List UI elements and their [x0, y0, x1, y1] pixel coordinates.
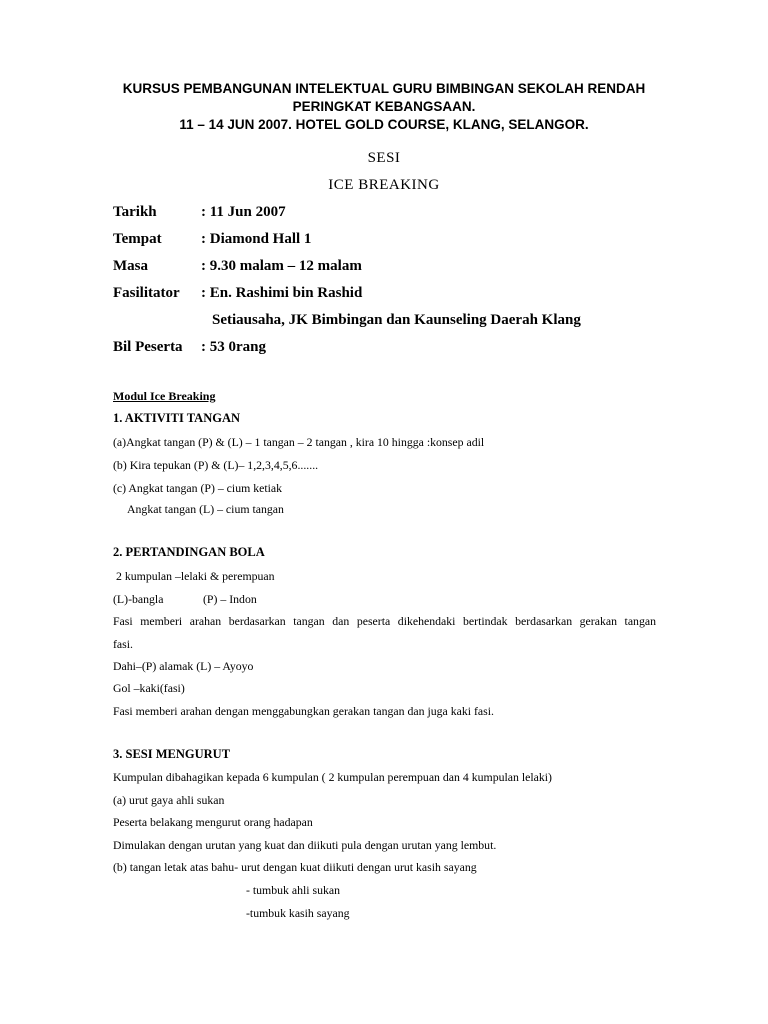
- tarikh-value: : 11 Jun 2007: [201, 204, 286, 220]
- section-3-line-4: Dimulakan dengan urutan yang kuat dan diikuti pula dengan urutan yang lembut.: [113, 838, 497, 852]
- section-3-title: 3. SESI MENGURUT: [113, 747, 231, 761]
- section-3-line-5: (b) tangan letak atas bahu- urut dengan kuat diikuti dengan urut kasih sayang: [113, 860, 477, 874]
- fasilitator-role: Setiausaha, JK Bimbingan dan Kaunseling Daerah Klang: [212, 312, 581, 328]
- section-2-line-3: Fasi memberi arahan berdasarkan tangan dan peserta dikehendaki bertindak berdasarkan gerakan tangan: [113, 614, 656, 628]
- section-2-line-4: fasi.: [113, 637, 133, 651]
- section-2-line-2b: (P) – Indon: [203, 592, 257, 606]
- header-line-2: PERINGKAT KEBANGSAAN.: [292, 99, 476, 114]
- section-1-line-c2: Angkat tangan (L) – cium tangan: [127, 502, 284, 516]
- section-1-title: 1. AKTIVITI TANGAN: [113, 411, 240, 425]
- masa-value: : 9.30 malam – 12 malam: [201, 258, 362, 274]
- tempat-label: Tempat: [113, 231, 162, 247]
- modul-title: Modul Ice Breaking: [113, 389, 216, 403]
- peserta-value: : 53 0rang: [201, 339, 266, 355]
- section-3-line-7: -tumbuk kasih sayang: [246, 906, 350, 920]
- section-2-line-1: 2 kumpulan –lelaki & perempuan: [116, 569, 275, 583]
- tempat-value: : Diamond Hall 1: [201, 231, 312, 247]
- masa-label: Masa: [113, 258, 148, 274]
- session-label: SESI: [367, 150, 401, 166]
- section-1-line-a: (a)Angkat tangan (P) & (L) – 1 tangan – 2 tangan , kira 10 hingga :konsep adil: [113, 435, 485, 449]
- section-1-line-c: (c) Angkat tangan (P) – cium ketiak: [113, 481, 283, 495]
- section-2-line-7: Fasi memberi arahan dengan menggabungkan gerakan tangan dan juga kaki fasi.: [113, 704, 494, 718]
- document-header: [0, 80, 768, 134]
- section-2-line-6: Gol –kaki(fasi): [113, 681, 185, 695]
- section-2-line-2a: (L)-bangla: [113, 592, 164, 606]
- fasilitator-label: Fasilitator: [113, 285, 180, 301]
- section-3-line-6: - tumbuk ahli sukan: [246, 883, 341, 897]
- section-3-line-3: Peserta belakang mengurut orang hadapan: [113, 815, 313, 829]
- section-2-title: 2. PERTANDINGAN BOLA: [113, 545, 265, 559]
- section-3-line-1: Kumpulan dibahagikan kepada 6 kumpulan ( 2 kumpulan perempuan dan 4 kumpulan lelaki): [113, 770, 552, 784]
- section-3-line-2: (a) urut gaya ahli sukan: [113, 793, 225, 807]
- header-line-1: KURSUS PEMBANGUNAN INTELEKTUAL GURU BIMBINGAN SEKOLAH RENDAH: [122, 81, 646, 96]
- section-1-line-b: (b) Kira tepukan (P) & (L)– 1,2,3,4,5,6.......: [113, 458, 319, 472]
- tarikh-label: Tarikh: [113, 204, 157, 220]
- fasilitator-value: : En. Rashimi bin Rashid: [201, 285, 363, 301]
- section-2-line-5: Dahi–(P) alamak (L) – Ayoyo: [113, 659, 254, 673]
- session-title: ICE BREAKING: [328, 177, 440, 193]
- peserta-label: Bil Peserta: [113, 339, 183, 355]
- header-line-3: 11 – 14 JUN 2007. HOTEL GOLD COURSE, KLANG, SELANGOR.: [179, 117, 589, 132]
